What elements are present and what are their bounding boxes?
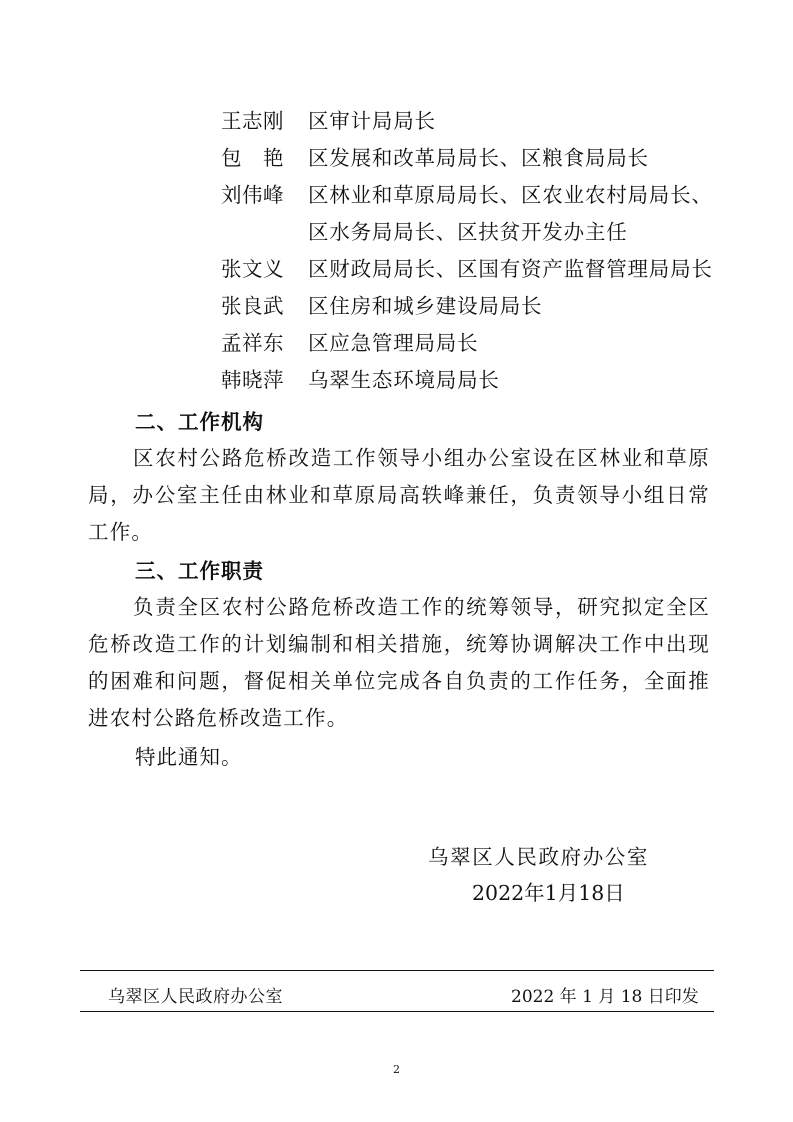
- member-role: 区林业和草原局局长、区农业农村局局长、: [308, 183, 713, 207]
- section-heading-office: 二、工作机构: [135, 410, 264, 434]
- member-name: 张文义: [221, 257, 284, 281]
- member-role: 区住房和城乡建设局局长: [308, 294, 543, 318]
- signature-date: 2022年1月18日: [472, 881, 625, 905]
- signature-organization: 乌翠区人民政府办公室: [428, 845, 649, 869]
- footer-top-rule: [80, 970, 714, 971]
- footer-bottom-rule: [80, 1011, 714, 1012]
- member-role: 区水务局局长、区扶贫开发办主任: [308, 220, 628, 244]
- footer-print-date: 2022 年 1 月 18 日印发: [511, 987, 699, 1007]
- member-row: [0, 251, 793, 287]
- member-row-continuation: [0, 214, 793, 250]
- page-number: 2: [393, 1063, 400, 1076]
- member-role: 区审计局局长: [308, 109, 436, 133]
- member-name: 韩晓萍: [221, 368, 284, 392]
- member-name: 张良武: [221, 294, 284, 318]
- closing-text: 特此通知。: [135, 745, 243, 769]
- member-name: 孟祥东: [221, 331, 284, 355]
- member-role: 乌翠生态环境局局长: [308, 368, 500, 392]
- member-role: 区发展和改革局局长、区粮食局局长: [308, 146, 649, 170]
- member-row: [0, 177, 793, 213]
- member-row: [0, 325, 793, 361]
- footer-organization: 乌翠区人民政府办公室: [108, 987, 283, 1007]
- member-role: 区应急管理局局长: [308, 331, 479, 355]
- member-role: 区财政局局长、区国有资产监督管理局局长: [308, 257, 713, 281]
- section-heading-duties: 三、工作职责: [135, 559, 264, 583]
- member-name: 王志刚: [221, 109, 284, 133]
- member-row: [0, 140, 793, 176]
- member-row: [0, 288, 793, 324]
- office-paragraph: 区农村公路危桥改造工作领导小组办公室设在区林业和草原局，办公室主任由林业和草原局高轶峰兼任，负责领导小组日常工作。: [88, 446, 710, 544]
- member-row: [0, 362, 793, 398]
- member-name: 包 艳: [221, 146, 284, 170]
- member-row: [0, 103, 793, 139]
- member-name: 刘伟峰: [221, 183, 284, 207]
- duties-paragraph: 负责全区农村公路危桥改造工作的统筹领导，研究拟定全区危桥改造工作的计划编制和相关措施，统筹协调解决工作中出现的困难和问题，督促相关单位完成各自负责的工作任务，全面推进农村公路危桥改造工作。: [88, 595, 710, 730]
